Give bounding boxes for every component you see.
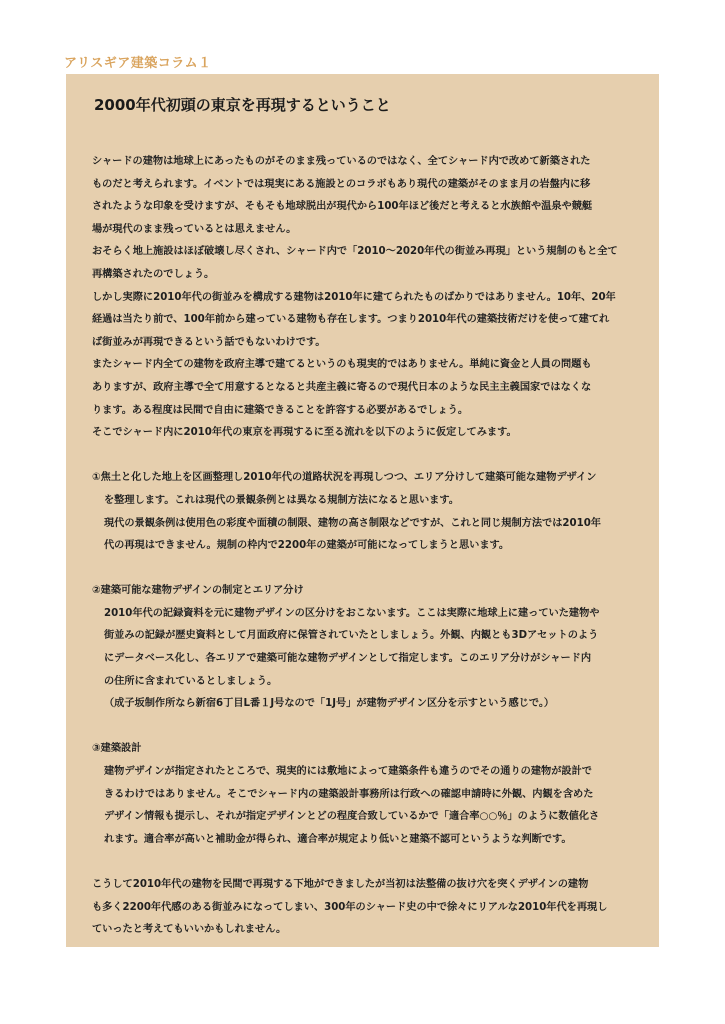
body-line: れます。適合率が高いと補助金が得られ、適合率が規定より低いと建築不認可というような判断です。	[104, 833, 572, 845]
body-line: ものだと考えられます。イベントでは現実にある施設とのコラボもあり現代の建築がそのまま月の岩盤内に移	[92, 178, 591, 190]
paragraph-gap	[92, 445, 644, 468]
section-3-heading: ③建築設計	[92, 743, 142, 755]
body-line: 2010年代の記録資料を元に建物デザインの区分けをおこないます。ここは実際に地球上に建っていた建物や	[104, 607, 600, 619]
series-label: アリスギア建築コラム１	[64, 56, 212, 71]
body-line: きるわけではありません。そこでシャード内の建築設計事務所は行政への確認申請時に外観、内観を含めた	[104, 788, 594, 800]
section-2-heading: ②建築可能な建物デザインの制定とエリア分け	[92, 585, 304, 597]
body-line: デザイン情報も提示し、それが指定デザインとどの程度合致しているかで「適合率○○％」のように数値化さ	[104, 811, 600, 823]
body-line: 代の再現はできません。規制の枠内で2200年の建築が可能になってしまうと思います。	[104, 540, 510, 552]
body-line: おそらく地上施設はほぼ破壊し尽くされ、シャード内で「2010～2020年代の街並み再現」という規制のもと全て	[92, 246, 618, 258]
paragraph-gap	[92, 851, 644, 874]
body-line: されたような印象を受けますが、そもそも地球脱出が現代から100年ほど後だと考えると水族館や温泉や競艇	[92, 201, 593, 213]
paragraph-gap	[92, 558, 644, 581]
body-line: こうして2010年代の建物を民間で再現する下地ができましたが当初は法整備の抜け穴を突くデザインの建物	[92, 879, 589, 890]
paragraph-gap	[92, 716, 644, 739]
body-line: 建物デザインが指定されたところで、現実的には敷地によって建築条件も違うのでその通りの建物が設計で	[104, 766, 592, 778]
body-line: も多く2200年代感のある街並みになってしまい、300年のシャード史の中で徐々にリアルな2010年代を再現し	[92, 901, 608, 913]
body-line: 経過は当たり前で、100年前から建っている建物も存在します。つまり2010年代の建築技術だけを使って建てれ	[92, 314, 610, 326]
body-line: しかし実際に2010年代の街並みを構成する建物は2010年に建てられたものばかりではありません。10年、20年	[92, 291, 616, 303]
body-line: そこでシャード内に2010年代の東京を再現するに至る流れを以下のように仮定してみます。	[92, 427, 517, 439]
body-line: の住所に含まれているとしましょう。	[104, 675, 278, 687]
column-panel	[66, 74, 659, 947]
body-line: ります。ある程度は民間で自由に建築できることを許容する必要があるでしょう。	[92, 404, 469, 416]
body-line: 現代の景観条例は使用色の彩度や面積の制限、建物の高さ制限などですが、これと同じ規制方法では2010年	[104, 517, 601, 529]
article-body	[92, 151, 644, 942]
body-line: 場が現代のまま残っているとは思えません。	[92, 223, 297, 235]
body-line: シャードの建物は地球上にあったものがそのまま残っているのではなく、全てシャード内で改めて新築された	[92, 156, 591, 167]
body-line: 街並みの記録が歴史資料として月面政府に保管されていたとしましょう。外観、内観とも3Dアセットのよう	[104, 630, 599, 642]
article-title: 2000年代初頭の東京を再現するということ	[94, 96, 391, 114]
body-line: を整理します。これは現代の景観条例とは異なる規制方法になると思います。	[104, 494, 459, 506]
body-line: （成子坂制作所なら新宿6丁目L番１J号なので「1J号」が建物デザイン区分を示すという感じで。）	[104, 698, 555, 710]
body-line: ていったと考えてもいいかもしれません。	[92, 924, 287, 936]
body-line: ありますが、政府主導で全て用意するとなると共産主義に寄るので現代日本のような民主主義国家ではなくな	[92, 381, 592, 393]
body-line: にデータベース化し、各エリアで建築可能な建物デザインとして指定します。このエリア分けがシャード内	[104, 653, 592, 665]
body-line: 再構築されたのでしょう。	[92, 268, 215, 280]
body-line: ば街並みが再現できるという話でもないわけです。	[92, 336, 326, 348]
body-line: またシャード内全ての建物を政府主導で建てるというのも現実的ではありません。単純に資金と人員の問題も	[92, 359, 592, 371]
section-1-heading: ①焦土と化した地上を区画整理し2010年代の道路状況を再現しつつ、エリア分けして建築可能な建物デザイン	[92, 472, 597, 484]
